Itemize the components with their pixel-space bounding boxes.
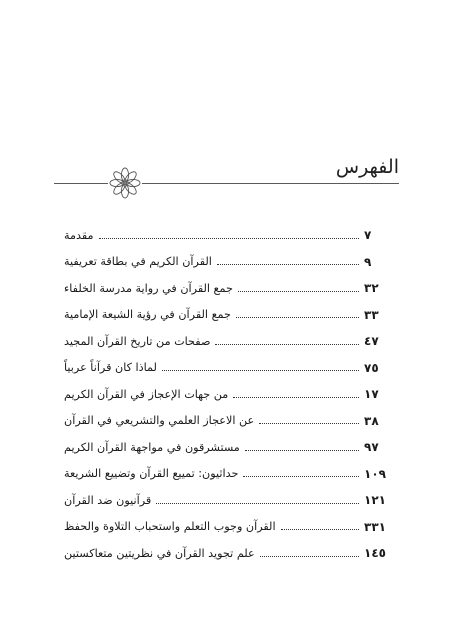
toc-page-number: ٩٧ <box>364 440 379 455</box>
toc-entry-title: مستشرقون في مواجهة القرآن الكريم <box>64 440 240 454</box>
dot-leader <box>99 238 359 239</box>
toc-entry-title: عن الاعجاز العلمي والتشريعي في القرآن <box>64 414 255 428</box>
toc-entry[interactable] <box>64 514 390 541</box>
toc-page-number: ٣٨ <box>364 413 379 428</box>
dot-leader <box>281 529 359 530</box>
toc-entry-title: جمع القرآن في رؤية الشيعة الإمامية <box>64 308 231 322</box>
toc-entry-title: القرآن الكريم في بطاقة تعريفية <box>64 255 212 269</box>
toc-entry-title: علم تجويد القرآن في نظريتين متعاكستين <box>64 546 255 560</box>
toc-entry-title: قرآنيون ضد القرآن <box>64 493 152 507</box>
dot-leader <box>215 344 359 345</box>
toc-entry[interactable] <box>64 487 390 514</box>
toc-entry[interactable] <box>64 222 390 249</box>
dot-leader <box>260 556 359 557</box>
dot-leader <box>233 397 359 398</box>
toc-entry[interactable] <box>64 355 390 382</box>
toc-page-number: ٣٣١ <box>364 519 386 534</box>
toc-page-number: ١٤٥ <box>364 546 386 561</box>
dot-leader <box>217 264 359 265</box>
dot-leader <box>156 503 359 504</box>
toc-page-number: ١٢١ <box>364 493 386 508</box>
index-header <box>54 150 399 194</box>
dot-leader <box>245 450 359 451</box>
toc-page-number: ٩ <box>364 254 372 269</box>
dot-leader <box>259 423 359 424</box>
toc-entry-title: حداثيون: تمييع القرآن وتضييع الشريعة <box>64 467 239 481</box>
toc-entry[interactable] <box>64 275 390 302</box>
toc-entry[interactable] <box>64 328 390 355</box>
header-rule <box>54 183 399 184</box>
eight-petal-rosette-icon <box>108 166 142 200</box>
dot-leader <box>238 291 359 292</box>
toc-entry[interactable] <box>64 434 390 461</box>
toc-entry[interactable] <box>64 302 390 329</box>
toc-entry[interactable] <box>64 381 390 408</box>
dot-leader <box>243 476 359 477</box>
toc-page-number: ١٠٩ <box>364 466 386 481</box>
toc-page-number: ٣٢ <box>364 281 379 296</box>
toc-entry[interactable] <box>64 408 390 435</box>
toc-entry-title: القرآن وجوب التعلم واستحباب التلاوة والحفظ <box>64 520 276 534</box>
toc-entry[interactable] <box>64 249 390 276</box>
table-of-contents <box>64 222 390 567</box>
toc-entry-title: جمع القرآن في رواية مدرسة الخلفاء <box>64 281 233 295</box>
toc-entry[interactable] <box>64 461 390 488</box>
toc-entry-title: مقدمة <box>64 228 94 242</box>
toc-page-number: ٣٣ <box>364 307 379 322</box>
toc-page-number: ٤٧ <box>364 334 379 349</box>
toc-entry-title: لماذا كان قرآناً عربياً <box>64 361 157 375</box>
toc-page-number: ٧ <box>364 228 372 243</box>
page-title: الفهرس <box>335 156 399 178</box>
toc-entry[interactable] <box>64 540 390 567</box>
toc-page-number: ١٧ <box>364 387 379 402</box>
toc-entry-title: من جهات الإعجاز في القرآن الكريم <box>64 387 229 401</box>
toc-entry-title: صفحات من تاريخ القرآن المجيد <box>64 334 211 348</box>
toc-page-number: ٧٥ <box>364 360 379 375</box>
dot-leader <box>236 317 359 318</box>
dot-leader <box>162 370 359 371</box>
